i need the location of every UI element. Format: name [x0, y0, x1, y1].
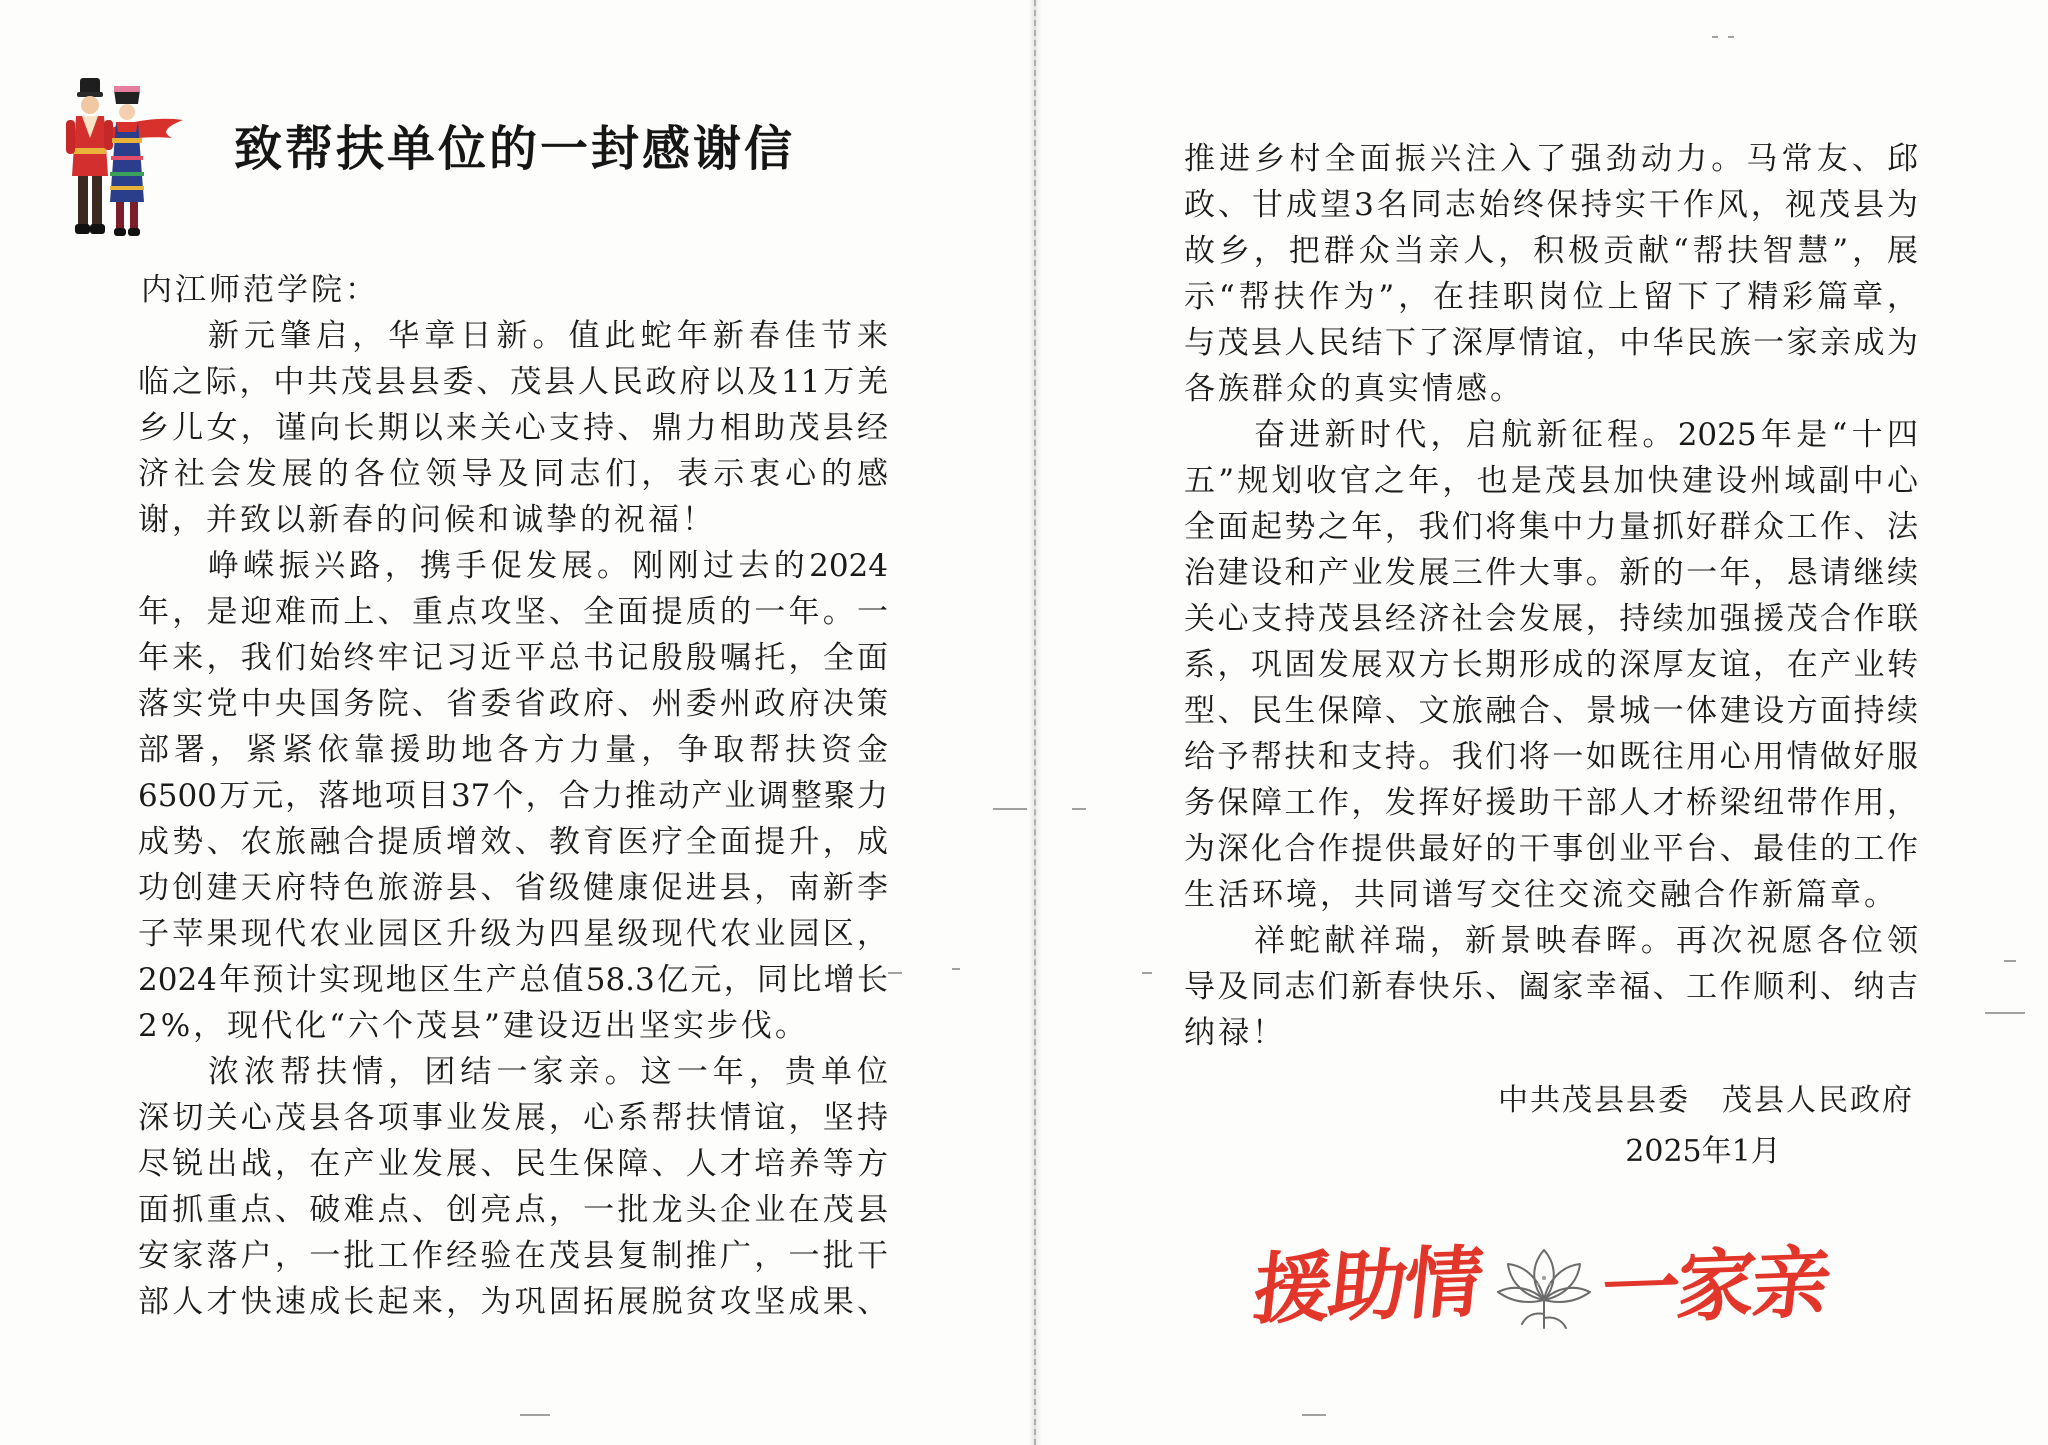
text-line: 6500万元，落地项目37个，合力推动产业调整聚力: [138, 778, 888, 814]
text-line: 型、民生保障、文旅融合、景城一体建设方面持续: [1184, 693, 1918, 729]
letter-body-right: [1184, 136, 1918, 1056]
text-line: 导及同志们新春快乐、阖家幸福、工作顺利、纳吉: [1184, 969, 1918, 1005]
page-fold-line: [1034, 0, 1036, 1445]
text-line: 浓浓帮扶情，团结一家亲。这一年，贵单位: [208, 1054, 888, 1090]
text-line: 安家落户，一批工作经验在茂县复制推广，一批干: [138, 1238, 888, 1274]
text-line: 功创建天府特色旅游县、省级健康促进县，南新李: [138, 870, 888, 906]
text-line: 治建设和产业发展三件大事。新的一年，恳请继续: [1184, 555, 1918, 591]
text-line: 部人才快速成长起来，为巩固拓展脱贫攻坚成果、: [138, 1284, 888, 1320]
signature: 中共茂县县委 茂县人民政府: [1498, 1083, 1914, 1118]
qiang-couple-figures-icon: [52, 72, 184, 248]
text-line: 政、甘成望3名同志始终保持实干作风，视茂县为: [1184, 187, 1918, 223]
page-title: 致帮扶单位的一封感谢信: [234, 121, 796, 177]
text-line: 济社会发展的各位领导及同志们，表示衷心的感: [138, 456, 888, 492]
text-line: 子苹果现代农业园区升级为四星级现代农业园区，: [138, 916, 888, 952]
text-line: 务保障工作，发挥好援助干部人才桥梁纽带作用，: [1184, 785, 1918, 821]
text-line: 落实党中央国务院、省委省政府、州委州政府决策: [138, 686, 888, 722]
text-line: 祥蛇献祥瑞，新景映春晖。再次祝愿各位领: [1254, 923, 1918, 959]
text-line: 各族群众的真实情感。: [1184, 371, 1524, 407]
text-line: 与茂县人民结下了深厚情谊，中华民族一家亲成为: [1184, 325, 1918, 361]
text-line: 尽锐出战，在产业发展、民生保障、人才培养等方: [138, 1146, 888, 1182]
text-line: 为深化合作提供最好的干事创业平台、最佳的工作: [1184, 831, 1918, 867]
text-line: 全面起势之年，我们将集中力量抓好群众工作、法: [1184, 509, 1918, 545]
letter-date: 2025年1月: [1625, 1134, 1781, 1169]
text-line: 五”规划收官之年，也是茂县加快建设州域副中心: [1184, 463, 1918, 499]
text-line: 成势、农旅融合提质增效、教育医疗全面提升，成: [138, 824, 888, 860]
text-line: 故乡，把群众当亲人，积极贡献“帮扶智慧”，展: [1184, 233, 1918, 269]
text-line: 谢，并致以新春的问候和诚挚的祝福！: [138, 502, 716, 538]
text-line: 临之际，中共茂县县委、茂县人民政府以及11万羌: [138, 364, 888, 400]
magnolia-flower-icon: [1488, 1238, 1600, 1334]
text-line: 推进乡村全面振兴注入了强劲动力。马常友、邱: [1184, 141, 1918, 177]
text-line: 关心支持茂县经济社会发展，持续加强援茂合作联: [1184, 601, 1918, 637]
text-line: 乡儿女，谨向长期以来关心支持、鼎力相助茂县经: [138, 410, 888, 446]
text-line: 面抓重点、破难点、创亮点，一批龙头企业在茂县: [138, 1192, 888, 1228]
text-line: 系，巩固发展双方长期形成的深厚友谊，在产业转: [1184, 647, 1918, 683]
letter-body-left: [138, 267, 888, 1325]
text-line: 给予帮扶和支持。我们将一如既往用心用情做好服: [1184, 739, 1918, 775]
text-line: 峥嵘振兴路，携手促发展。刚刚过去的2024: [208, 548, 888, 584]
salutation: 内江师范学院：: [141, 272, 379, 308]
text-line: 深切关心茂县各项事业发展，心系帮扶情谊，坚持: [138, 1100, 888, 1136]
text-line: 年，是迎难而上、重点攻坚、全面提质的一年。一: [138, 594, 888, 630]
text-line: 部署，紧紧依靠援助地各方力量，争取帮扶资金: [138, 732, 888, 768]
text-line: 纳禄！: [1184, 1015, 1286, 1051]
text-line: 示“帮扶作为”，在挂职岗位上留下了精彩篇章，: [1184, 279, 1918, 315]
text-line: 新元肇启，华章日新。值此蛇年新春佳节来: [208, 318, 888, 354]
stamp-right-text: 一家亲: [1596, 1237, 1833, 1336]
text-line: 2024年预计实现地区生产总值58.3亿元，同比增长: [138, 962, 888, 998]
text-line: 年来，我们始终牢记习近平总书记殷殷嘱托，全面: [138, 640, 888, 676]
stamp-left-text: 援助情: [1248, 1237, 1485, 1336]
text-line: 2%，现代化“六个茂县”建设迈出坚实步伐。: [138, 1008, 809, 1044]
calligraphy-stamp: [1250, 1228, 1840, 1346]
text-line: 奋进新时代，启航新征程。2025年是“十四: [1254, 417, 1918, 453]
text-line: 生活环境，共同谱写交往交流交融合作新篇章。: [1184, 877, 1898, 913]
